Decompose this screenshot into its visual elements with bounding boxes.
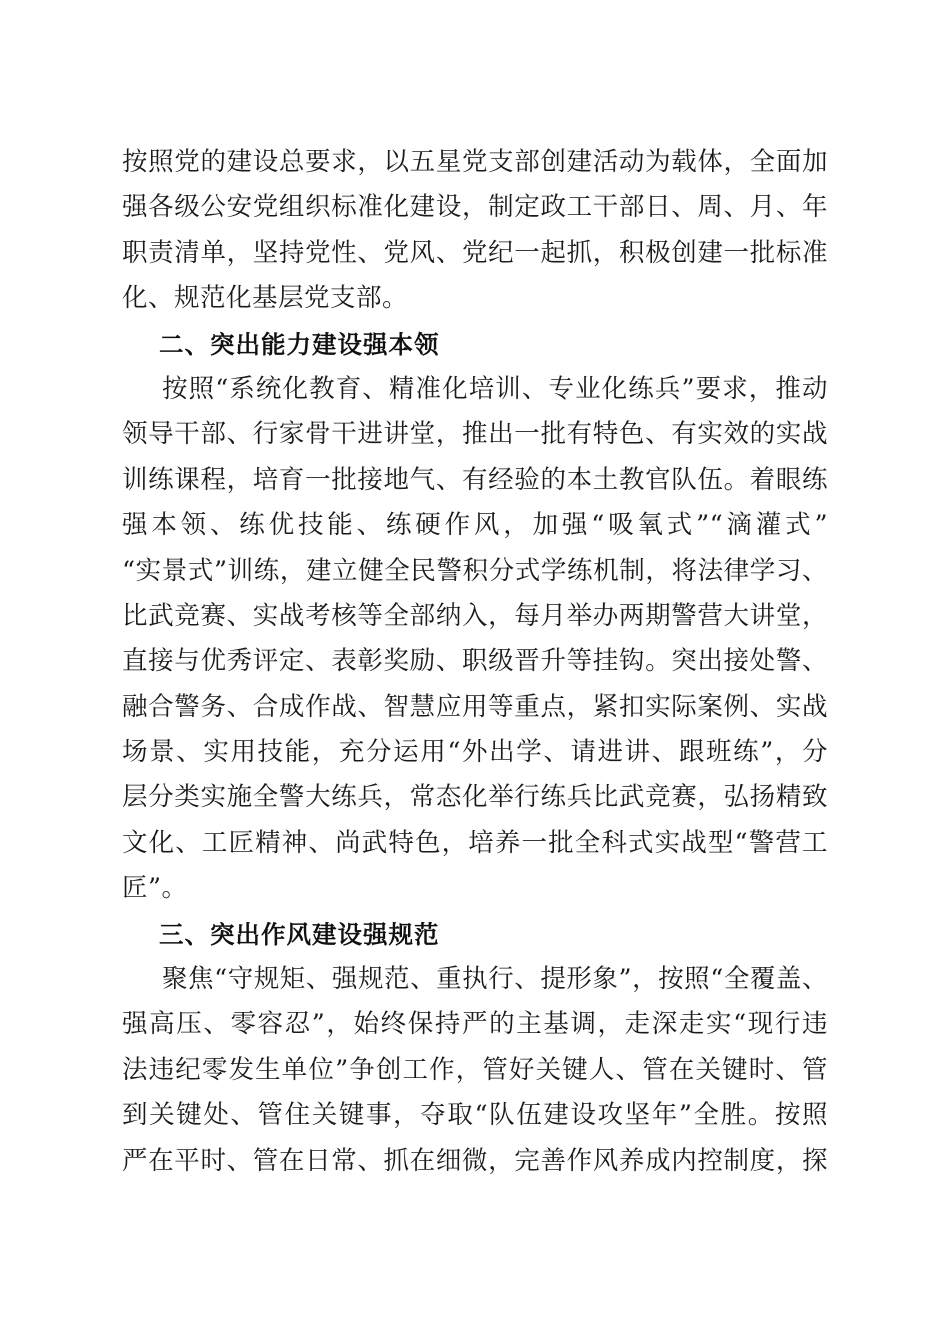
text-line: 严在平时、管在日常、抓在细微，完善作风养成内控制度，探: [122, 1145, 828, 1176]
text-line: 职责清单，坚持党性、党风、党纪一起抓，积极创建一批标准: [122, 237, 828, 268]
text-line: 法违纪零发生单位”争创工作，管好关键人、管在关键时、管: [122, 1054, 828, 1085]
text-line: 按照党的建设总要求，以五星党支部创建活动为载体，全面加: [122, 147, 828, 177]
text-line: 比武竞赛、实战考核等全部纳入，每月举办两期警营大讲堂，: [122, 600, 828, 631]
text-line: 融合警务、合成作战、智慧应用等重点，紧扣实际案例、实战: [122, 691, 828, 722]
text-line: 按照“系统化教育、精准化培训、专业化练兵”要求，推动: [162, 373, 828, 404]
text-line: “实景式”训练，建立健全民警积分式学练机制，将法律学习、: [122, 555, 828, 586]
section-heading-style: 三、突出作风建设强规范: [159, 919, 440, 949]
text-line: 层分类实施全警大练兵，常态化举行练兵比武竞赛，弘扬精致: [122, 782, 828, 813]
text-line: 文化、工匠精神、尚武特色，培养一批全科式实战型“警营工: [122, 827, 828, 858]
text-line: 强高压、零容忍”，始终保持严的主基调，走深走实“现行违: [122, 1009, 828, 1040]
text-line: 匠”。: [122, 873, 188, 904]
text-line: 聚焦“守规矩、强规范、重执行、提形象”，按照“全覆盖、: [162, 964, 828, 995]
paragraph-party-building: [122, 140, 828, 322]
text-line: 强各级公安党组织标准化建设，制定政工干部日、周、月、年: [122, 192, 828, 223]
text-line: 强本领、练优技能、练硬作风，加强“吸氧式”“滴灌式”: [122, 510, 828, 541]
text-line: 训练课程，培育一批接地气、有经验的本土教官队伍。着眼练: [122, 464, 828, 495]
text-line: 到关键处、管住关键事，夺取“队伍建设攻坚年”全胜。按照: [122, 1100, 828, 1131]
text-line: 化、规范化基层党支部。: [122, 283, 409, 314]
document-body: [122, 140, 828, 1184]
paragraph-style-building: [122, 957, 828, 1184]
text-line: 直接与优秀评定、表彰奖励、职级晋升等挂钩。突出接处警、: [122, 646, 828, 677]
text-line: 领导干部、行家骨干进讲堂，推出一批有特色、有实效的实战: [122, 419, 828, 450]
text-line: 场景、实用技能，充分运用“外出学、请进讲、跟班练”，分: [122, 737, 828, 768]
section-heading-ability: 二、突出能力建设强本领: [159, 329, 440, 359]
paragraph-ability-building: [122, 367, 828, 912]
